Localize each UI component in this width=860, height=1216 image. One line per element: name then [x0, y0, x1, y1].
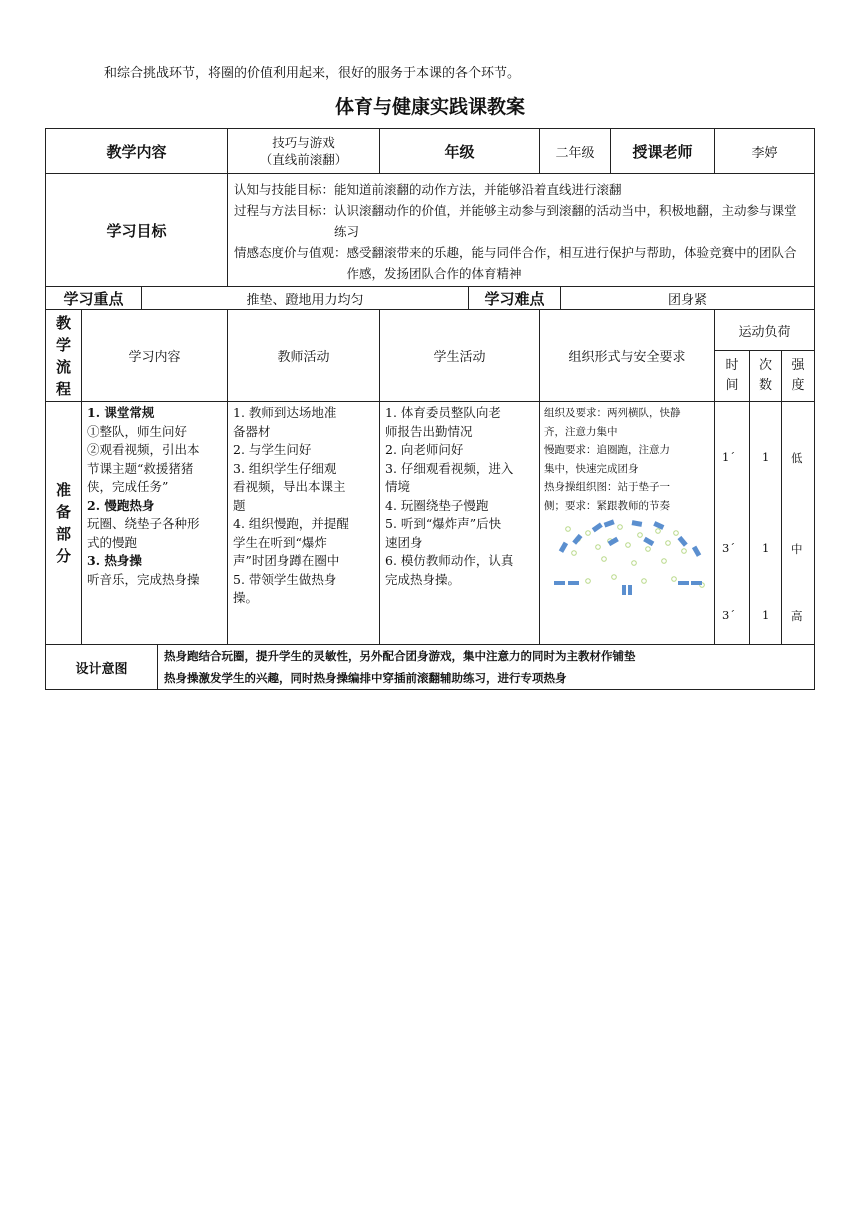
hoop [666, 541, 671, 546]
content-label-cell [45, 128, 228, 174]
mat [678, 581, 689, 585]
key-point-label-cell [45, 286, 142, 310]
prep-teacher-line: 声”时团身蹲在圈中 [233, 553, 340, 568]
prep-content-line: ①整队，师生问好 [87, 423, 188, 439]
hoop [566, 527, 571, 532]
grade-label: 年级 [444, 142, 475, 161]
hoop [596, 545, 601, 550]
prep-teacher-line: 5. 带领学生做热身 [233, 571, 337, 587]
hoop [586, 579, 591, 584]
mat [677, 536, 687, 547]
prep-teacher-line: 题 [233, 497, 246, 513]
hoop [674, 531, 679, 536]
prep-org-line: 集中，快速完成团身 [544, 462, 639, 475]
content-value-line1: 技巧与游戏 [272, 135, 335, 150]
prep-content-cell [81, 401, 228, 645]
mat [691, 581, 702, 585]
prep-teacher-line: 看视频，导出本课主 [233, 479, 346, 494]
prep-teacher-line: 操。 [233, 590, 259, 605]
prep-content-line: 玩圈、绕垫子各种形 [87, 516, 200, 531]
content-header: 学习内容 [128, 350, 181, 365]
prep-intensity-1: 低 [791, 451, 803, 465]
teacher-value: 李婷 [751, 145, 778, 161]
mat-markers [554, 519, 702, 595]
prep-count-2: 1 [762, 541, 770, 555]
load-header: 运动负荷 [738, 324, 791, 340]
hoop [646, 547, 651, 552]
prep-intensity-2: 中 [791, 542, 803, 556]
teacher-label: 授课老师 [632, 142, 693, 161]
mat [568, 581, 579, 585]
intro-paragraph: 和综合挑战环节，将圈的价值利用起来，很好的服务于本课的各个环节。 [104, 66, 521, 81]
prep-time-3: 3´ [722, 608, 736, 622]
goal-emotion-text: 感受翻滚带来的乐趣，能与同伴合作，相互进行保护与帮助，体验竞赛中的团队合作感，发扬团队合作的体育精神 [346, 245, 797, 281]
prep-section-label-cell [45, 401, 82, 645]
design-intent-line2: 热身操激发学生的兴趣，同时热身操编排中穿插前滚翻辅助练习，进行专项热身 [164, 671, 567, 685]
prep-org-line: 齐，注意力集中 [544, 425, 618, 438]
mat [592, 522, 603, 532]
hoop [586, 531, 591, 536]
hoop [572, 551, 577, 556]
key-point-value-cell [141, 286, 469, 310]
prep-org-line: 组织及要求：两列横队，快静 [544, 407, 681, 419]
process-label: 教学流程 [55, 313, 71, 398]
prep-student-line: 完成热身操。 [385, 571, 461, 587]
prep-teacher-line: 1. 教师到达场地准 [233, 405, 337, 420]
prep-student-line: 5. 听到“爆炸声”后快 [385, 516, 502, 531]
prep-teacher-line: 2. 与学生问好 [233, 442, 312, 457]
student-activity-header: 学生活动 [433, 350, 486, 365]
mat [554, 581, 565, 585]
organization-header: 组织形式与安全要求 [568, 350, 686, 365]
intensity-header: 强度 [791, 358, 805, 393]
hoop [662, 559, 667, 564]
hoop [612, 575, 617, 580]
prep-teacher-line: 备器材 [233, 423, 271, 439]
hoop [638, 533, 643, 538]
prep-content-line: ②观看视频，引出本 [87, 442, 200, 457]
prep-content-line: 节课主题“救援猪猪 [87, 460, 194, 476]
key-point-value: 推垫、蹬地用力均匀 [246, 292, 364, 308]
prep-content-line: 式的慢跑 [87, 534, 138, 550]
warmup-formation-diagram [544, 519, 710, 599]
prep-student-line: 速团身 [385, 534, 423, 550]
mat [632, 520, 643, 527]
hoop [642, 579, 647, 584]
hoop [618, 525, 623, 530]
prep-teacher-line: 学生在听到“爆炸 [233, 534, 327, 550]
goal-process [234, 200, 808, 242]
load-header-cell [714, 309, 815, 351]
prep-student-line: 2. 向老师问好 [385, 442, 464, 457]
prep-student-line: 6. 模仿教师动作，认真 [385, 553, 514, 568]
grade-label-cell [379, 128, 540, 174]
goals-label-cell [45, 173, 228, 287]
prep-student-line: 情境 [385, 479, 411, 494]
prep-org-line: 热身操组织图：站于垫子一 [544, 481, 670, 493]
goal-emotion [234, 242, 808, 284]
content-label: 教学内容 [106, 142, 167, 161]
prep-content-line: 听音乐，完成热身操 [87, 571, 200, 587]
count-header: 次数 [758, 358, 772, 393]
mat [622, 585, 626, 595]
prep-student-line: 3. 仔细观看视频，进入 [385, 460, 514, 476]
prep-teacher-cell [227, 401, 380, 645]
intensity-header-cell [781, 350, 815, 402]
difficulty-label-cell [468, 286, 561, 310]
grade-value: 二年级 [555, 145, 595, 161]
hoop [632, 561, 637, 566]
prep-student-cell [379, 401, 540, 645]
prep-intensity-3: 高 [791, 609, 803, 623]
process-label-cell [45, 309, 82, 402]
mat [692, 546, 701, 557]
hoop [672, 577, 677, 582]
prep-count-cell [749, 401, 782, 645]
hoop [602, 557, 607, 562]
goal-cognitive-text: 能知道前滚翻的动作方法，并能够沿着直线进行滚翻 [334, 182, 622, 197]
prep-time-cell [714, 401, 750, 645]
document-title: 体育与健康实践课教案 [334, 96, 525, 118]
count-header-cell [749, 350, 782, 402]
prep-count-1: 1 [762, 450, 770, 464]
prep-time-1: 1´ [722, 450, 736, 464]
prep-content-line: 2. 慢跑热身 [87, 497, 155, 513]
goal-cognitive [234, 179, 808, 200]
teacher-activity-header: 教师活动 [277, 350, 330, 365]
prep-section-label: 准备部分 [55, 481, 71, 565]
prep-content-line: 侠，完成任务” [87, 479, 169, 494]
prep-teacher-line: 3. 组织学生仔细观 [233, 460, 337, 476]
design-intent-text-cell [157, 644, 815, 690]
goal-emotion-name: 情感态度价与值观： [234, 245, 347, 260]
hoop [626, 543, 631, 548]
hoop [682, 549, 687, 554]
prep-organization-cell [539, 401, 715, 645]
goals-content-cell [227, 173, 815, 287]
time-header-cell [714, 350, 750, 402]
student-activity-header-cell [379, 309, 540, 402]
prep-teacher-line: 4. 组织慢跑，并提醒 [233, 516, 349, 531]
difficulty-label: 学习难点 [484, 289, 545, 308]
prep-intensity-cell [781, 401, 815, 645]
prep-student-line: 师报告出勤情况 [385, 423, 473, 439]
prep-org-line: 侧；要求：紧跟教师的节奏 [544, 499, 670, 512]
prep-student-line: 4. 玩圈绕垫子慢跑 [385, 497, 489, 513]
prep-org-line: 慢跑要求：追圈跑，注意力 [544, 444, 670, 456]
teacher-activity-header-cell [227, 309, 380, 402]
mat [572, 534, 582, 545]
teacher-value-cell [714, 128, 815, 174]
design-intent-line1: 热身跑结合玩圈，提升学生的灵敏性，另外配合团身游戏，集中注意力的同时为主教材作铺垫 [164, 649, 636, 663]
mat [604, 519, 615, 527]
hoop-markers [566, 525, 705, 588]
difficulty-value: 团身紧 [667, 292, 707, 308]
content-header-cell [81, 309, 228, 402]
time-header: 时间 [725, 358, 739, 393]
goal-process-name: 过程与方法目标： [234, 203, 335, 218]
goal-process-text: 认识滚翻动作的价值，并能够主动参与到滚翻的活动当中，积极地翻，主动参与课堂练习 [334, 203, 797, 239]
content-value-cell [227, 128, 380, 174]
difficulty-value-cell [560, 286, 815, 310]
design-intent-label-cell [45, 644, 158, 690]
mat [643, 537, 654, 546]
design-intent-label: 设计意图 [75, 661, 128, 677]
mat [628, 585, 632, 595]
goal-cognitive-name: 认知与技能目标： [234, 182, 335, 197]
grade-value-cell [539, 128, 611, 174]
prep-content-line: 1. 课堂常规 [87, 405, 155, 420]
prep-count-3: 1 [762, 608, 770, 622]
prep-content-line: 3. 热身操 [87, 553, 142, 568]
hoop [656, 529, 661, 534]
teacher-label-cell [610, 128, 715, 174]
content-value-line2: （直线前滚翻） [259, 152, 348, 167]
prep-time-2: 3´ [722, 541, 736, 555]
prep-student-line: 1. 体育委员整队向老 [385, 405, 501, 420]
mat [559, 542, 568, 553]
mat [608, 537, 619, 546]
organization-header-cell [539, 309, 715, 402]
key-point-label: 学习重点 [63, 289, 124, 308]
goals-label: 学习目标 [106, 221, 167, 240]
